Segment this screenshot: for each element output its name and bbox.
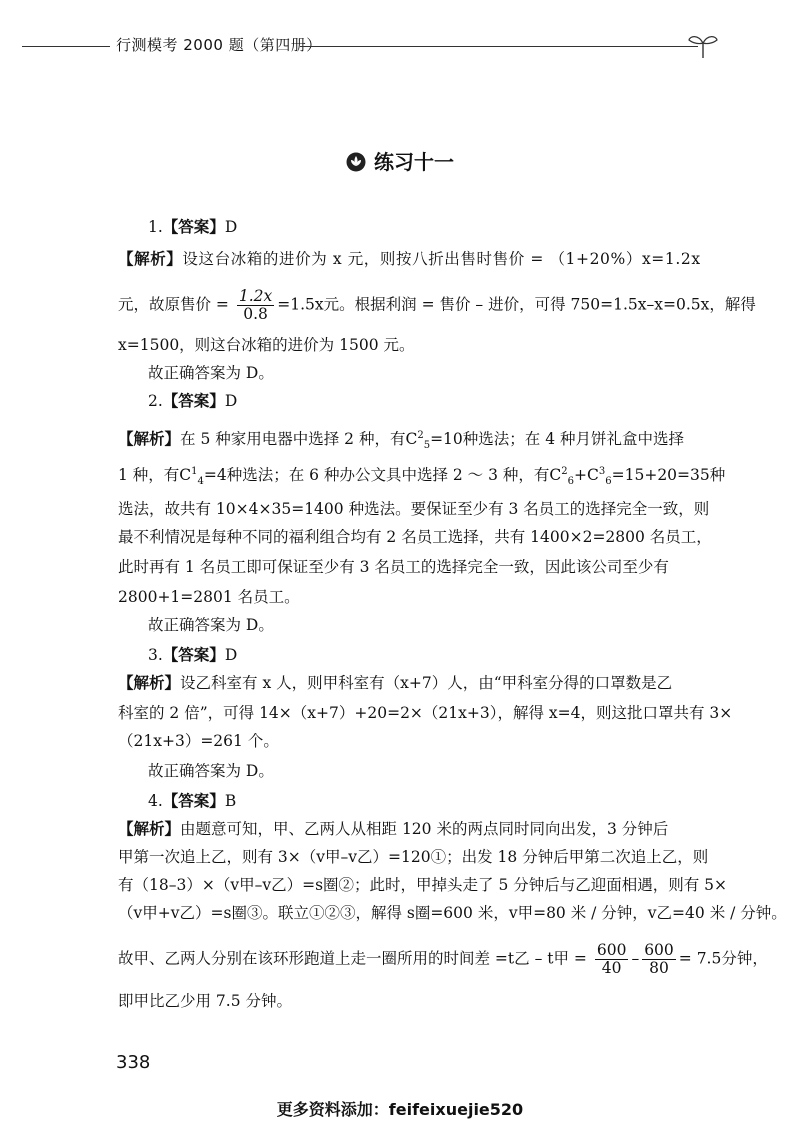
q1-conclusion: 故正确答案为 D。 <box>148 364 274 382</box>
q2-explain-line-4: 最不利情况是每种不同的福利组合均有 2 名员工选择，共有 1400×2=2800 名员工， <box>118 528 712 546</box>
header-rule-left <box>22 46 110 47</box>
sprout-icon <box>686 30 720 60</box>
q2-explain-line-2: 1 种，有$C^1_4=4$种选法；在 6 种办公文具中选择 2 ～ 3 种，有$C^2_6+C^3_6=15+20=35$种 <box>118 465 726 488</box>
q4-explain-line-3: 有（18–3）×（v甲–v乙）=s圈②；此时，甲掉头走了 5 分钟后与乙迎面相遇，则有 5× <box>118 876 728 894</box>
q2-explain-line-5: 此时再有 1 名员工即可保证至少有 3 名员工的选择完全一致，因此该公司至少有 <box>118 558 669 576</box>
q3-explain-line-1: 【解析】设乙科室有 x 人，则甲科室有（x+7）人，由“甲科室分得的口罩数是乙 <box>118 674 673 692</box>
section-title <box>0 146 800 175</box>
q4-fraction-2: $\frac{600}{80}$ <box>644 941 674 977</box>
q1-explain-line-2: 元，故原售价 = $\frac{1.2x}{0.8}$ =1.5x元。根据利润 = 售价 – 进价，可得 750=1.5x–x=0.5x，解得 <box>118 287 756 323</box>
answer-2: 2.【答案】D <box>148 392 238 410</box>
q4-explain-line-1: 【解析】由题意可知，甲、乙两人从相距 120 米的两点同时同向出发，3 分钟后 <box>118 820 669 838</box>
q3-conclusion: 故正确答案为 D。 <box>148 762 274 780</box>
header-title: 行测模考 2000 题（第四册） <box>116 36 322 54</box>
q2-conclusion: 故正确答案为 D。 <box>148 616 274 634</box>
page-header <box>0 30 800 70</box>
q4-explain-line-2: 甲第一次追上乙，则有 3×（v甲–v乙）=120①；出发 18 分钟后甲第二次追上乙，则 <box>118 848 709 866</box>
q4-fraction-1: $\frac{600}{40}$ <box>596 941 627 977</box>
q1-fraction: $\frac{1.2x}{0.8}$ <box>238 287 273 323</box>
header-rule-right <box>300 46 698 47</box>
q1-explain-line-3: x=1500，则这台冰箱的进价为 1500 元。 <box>118 336 415 354</box>
lotus-icon <box>346 152 366 172</box>
answer-3: 3.【答案】D <box>148 646 238 664</box>
q3-explain-line-3: （21x+3）=261 个。 <box>118 732 279 750</box>
q4-explain-line-4: （v甲+v乙）=s圈③。联立①②③，解得 s圈=600 米，v甲=80 米 / 分钟，v乙=40 米 / 分钟。 <box>118 904 787 922</box>
q2-explain-line-1: 【解析】在 5 种家用电器中选择 2 种，有$C^2_5=10$种选法；在 4 种月饼礼盒中选择 <box>118 429 684 452</box>
q1-explain-line-1: 【解析】设这台冰箱的进价为 x 元，则按八折出售时售价 = （1+20%）x=1.2x <box>118 250 701 268</box>
q3-explain-line-2: 科室的 2 倍”，可得 14×（x+7）+20=2×（21x+3），解得 x=4，则这批口罩共有 3× <box>118 704 733 722</box>
footer-note: 更多资料添加：feifeixuejie520 <box>276 1100 524 1119</box>
q2-explain-line-6: 2800+1=2801 名员工。 <box>118 588 300 606</box>
q2-explain-line-3: 选法，故共有 10×4×35=1400 种选法。要保证至少有 3 名员工的选择完全一致，则 <box>118 500 710 518</box>
q4-explain-line-6: 即甲比乙少用 7.5 分钟。 <box>118 992 293 1010</box>
answer-1: 1.【答案】D <box>148 218 238 236</box>
section-title-text: 练习十一 <box>374 150 454 174</box>
answer-4: 4.【答案】B <box>148 792 237 810</box>
q4-explain-line-5: 故甲、乙两人分别在该环形跑道上走一圈所用的时间差 =t乙 – t甲 = $\frac{600}{40}$ – $\frac{600}{80}$ = 7.5分钟， <box>118 941 768 977</box>
page-number: 338 <box>116 1052 151 1073</box>
